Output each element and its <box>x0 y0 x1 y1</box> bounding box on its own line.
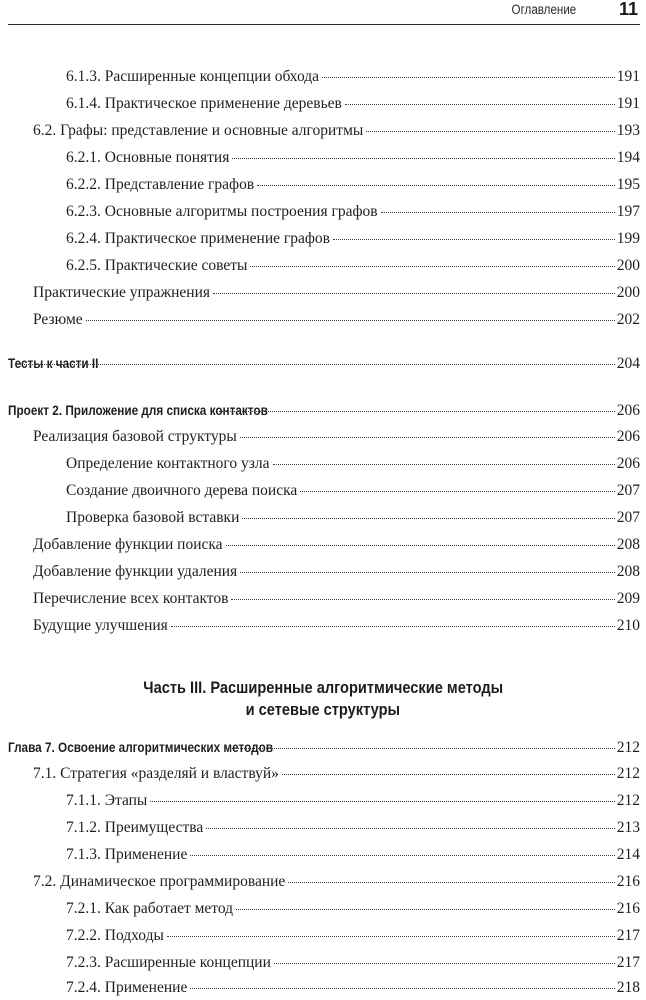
toc-entry-page: 204 <box>616 355 640 372</box>
dot-leader <box>219 411 615 412</box>
toc-entry-tests <box>8 354 640 373</box>
toc-entry <box>66 846 640 864</box>
dot-leader <box>225 748 614 749</box>
toc-entry-page: 193 <box>616 122 640 139</box>
toc-entry-title: 7.1. Стратегия «разделяй и властвуй» <box>33 765 279 782</box>
toc-entry <box>33 765 640 783</box>
dot-leader <box>333 239 615 240</box>
toc-entry <box>66 203 640 221</box>
header-page-number: 11 <box>618 0 638 19</box>
dot-leader <box>86 320 615 321</box>
toc-entry-title: Резюме <box>33 311 83 328</box>
dot-leader <box>232 158 614 159</box>
dot-leader <box>345 104 615 105</box>
toc-entry-page: 191 <box>616 95 640 112</box>
toc-entry-title: 6.2.4. Практическое применение графов <box>66 230 330 247</box>
toc-entry-title: 7.2. Динамическое программирование <box>33 873 286 890</box>
dot-leader <box>240 437 615 438</box>
toc-entry <box>66 792 640 810</box>
dot-leader <box>322 77 615 78</box>
toc-entry <box>66 509 640 527</box>
toc-entry <box>33 284 640 302</box>
dot-leader <box>150 801 614 802</box>
toc-entry-page: 217 <box>616 954 640 971</box>
part-title-line-1 <box>0 676 646 700</box>
toc-entry-page: 212 <box>616 765 640 782</box>
toc-entry-page: 209 <box>616 590 640 607</box>
toc-entry-page: 202 <box>616 311 640 328</box>
dot-leader <box>274 963 615 964</box>
toc-entry-title: 6.2.2. Представление графов <box>66 176 255 193</box>
toc-entry-page: 197 <box>616 203 640 220</box>
toc-entry-title: 6.2.3. Основные алгоритмы построения графов <box>66 203 378 220</box>
toc-entry-title: Перечисление всех контактов <box>33 590 229 607</box>
toc-entry-title: 7.1.3. Применение <box>66 846 188 863</box>
dot-leader <box>300 491 614 492</box>
dot-leader <box>231 599 614 600</box>
toc-entry-title: Тесты к части II <box>8 355 99 371</box>
toc-entry-title: 7.2.4. Применение <box>66 979 188 996</box>
toc-entry-title: 6.2. Графы: представление и основные алгоритмы <box>33 122 364 139</box>
toc-entry-page: 218 <box>616 979 640 996</box>
toc-entry-page: 208 <box>616 536 640 553</box>
toc-entry-page: 207 <box>616 482 640 499</box>
toc-entry-page: 212 <box>616 792 640 809</box>
dot-leader <box>381 212 615 213</box>
toc-entry-page: 214 <box>616 846 640 863</box>
toc-entry <box>33 873 640 891</box>
dot-leader <box>282 774 615 775</box>
dot-leader <box>190 855 614 856</box>
dot-leader <box>288 882 614 883</box>
toc-entry <box>66 176 640 194</box>
dot-leader <box>18 364 615 365</box>
toc-entry-page: 199 <box>616 230 640 247</box>
toc-entry-title: Определение контактного узла <box>66 455 270 472</box>
part-title-line-2 <box>0 698 646 722</box>
toc-entry-title: Добавление функции поиска <box>33 536 223 553</box>
toc-entry-page: 191 <box>616 68 640 85</box>
toc-entry-title: Создание двоичного дерева поиска <box>66 482 298 499</box>
dot-leader <box>366 131 614 132</box>
toc-entry-page: 206 <box>616 402 640 419</box>
toc-entry-page: 210 <box>616 617 640 634</box>
dot-leader <box>213 293 615 294</box>
toc-entry-title: Проверка базовой вставки <box>66 509 240 526</box>
toc-entry-title: Глава 7. Освоение алгоритмических методов <box>8 739 273 755</box>
toc-entry-page: 195 <box>616 176 640 193</box>
toc-entry <box>66 230 640 248</box>
toc-entry <box>33 590 640 608</box>
running-header <box>8 0 640 25</box>
toc-entry-page: 200 <box>616 257 640 274</box>
toc-entry <box>66 68 640 86</box>
toc-entry <box>66 455 640 473</box>
toc-entry <box>66 149 640 167</box>
toc-entry-page: 194 <box>616 149 640 166</box>
toc-entry <box>33 428 640 446</box>
toc-entry <box>66 819 640 837</box>
dot-leader <box>250 266 614 267</box>
dot-leader <box>236 909 615 910</box>
dot-leader <box>167 936 615 937</box>
toc-entry-title: 7.2.1. Как работает метод <box>66 900 234 917</box>
toc-entry-page: 213 <box>616 819 640 836</box>
toc-entry <box>33 311 640 329</box>
toc-entry-page: 206 <box>616 455 640 472</box>
toc-entry-title: Добавление функции удаления <box>33 563 238 580</box>
dot-leader <box>257 185 615 186</box>
toc-entry-title: 6.1.4. Практическое применение деревьев <box>66 95 342 112</box>
dot-leader <box>242 518 614 519</box>
part-title-text: и сетевые структуры <box>245 700 401 719</box>
toc-entry-title: Будущие улучшения <box>33 617 168 634</box>
toc-entry <box>33 617 640 635</box>
toc-entry <box>66 95 640 113</box>
toc-entry <box>33 536 640 554</box>
dot-leader <box>171 626 615 627</box>
toc-entry-page: 216 <box>616 900 640 917</box>
dot-leader <box>226 545 615 546</box>
toc-entry <box>33 122 640 140</box>
toc-entry-title: 6.2.1. Основные понятия <box>66 149 230 166</box>
toc-entry-page: 216 <box>616 873 640 890</box>
toc-entry-project <box>8 401 640 420</box>
toc-entry-page: 217 <box>616 927 640 944</box>
toc-entry-title: 6.1.3. Расширенные концепции обхода <box>66 68 320 85</box>
toc-entry <box>66 954 640 972</box>
part-title-text: Часть III. Расширенные алгоритмические методы <box>143 678 503 697</box>
toc-entry-title: Практические упражнения <box>33 284 211 301</box>
toc-entry-title: Проект 2. Приложение для списка контактов <box>8 402 268 418</box>
toc-entry-chapter <box>8 738 640 757</box>
toc-entry-page: 207 <box>616 509 640 526</box>
toc-entry <box>66 900 640 918</box>
dot-leader <box>273 464 615 465</box>
toc-entry-title: 7.2.3. Расширенные концепции <box>66 954 271 971</box>
toc-entry <box>66 927 640 945</box>
toc-entry-page: 208 <box>616 563 640 580</box>
header-section-title: Оглавление <box>511 2 576 17</box>
toc-entry-page: 212 <box>616 739 640 756</box>
toc-entry-page: 200 <box>616 284 640 301</box>
toc-entry-title: 7.1.2. Преимущества <box>66 819 204 836</box>
toc-entry-title: 7.2.2. Подходы <box>66 927 164 944</box>
toc-entry <box>33 563 640 581</box>
toc-entry-title: 7.1.1. Этапы <box>66 792 148 809</box>
dot-leader <box>240 572 615 573</box>
toc-entry <box>66 482 640 500</box>
dot-leader <box>190 988 614 989</box>
dot-leader <box>206 828 614 829</box>
toc-entry <box>66 979 640 997</box>
toc-entry <box>66 257 640 275</box>
toc-entry-title: Реализация базовой структуры <box>33 428 237 445</box>
toc-entry-page: 206 <box>616 428 640 445</box>
toc-entry-title: 6.2.5. Практические советы <box>66 257 248 274</box>
